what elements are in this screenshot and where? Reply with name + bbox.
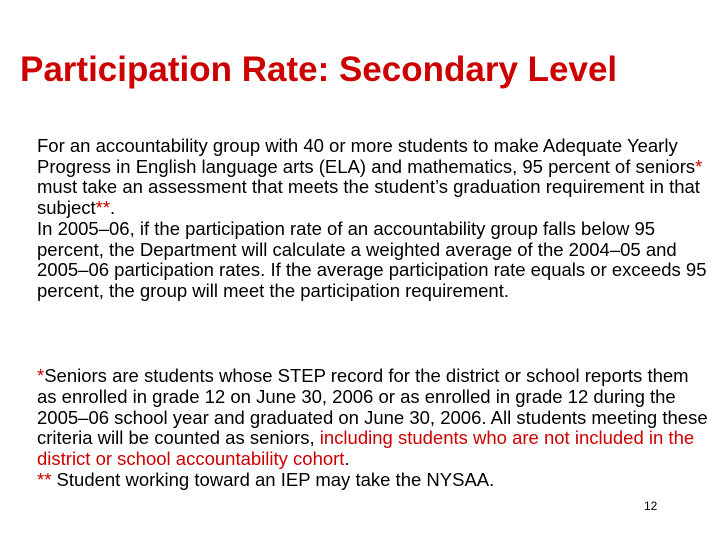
footnotes [37, 366, 709, 491]
footnote1-text-b: . [344, 448, 350, 470]
footnote-seniors-definition [37, 366, 709, 470]
main-body [37, 136, 707, 302]
slide-title: Participation Rate: Secondary Level [20, 50, 618, 89]
paragraph1-text-b: must take an assessment that meets the student’s graduation requirement in that subject [37, 176, 700, 219]
paragraph-seniors-assessment [37, 136, 707, 219]
asterisk-marker: * [695, 155, 703, 177]
double-asterisk-marker: ** [95, 197, 111, 219]
paragraph-weighted-average: In 2005–06, if the participation rate of an accountability group falls below 95 percent, the Department will calculate a weighted average of the 2004–05 and 2005–06 participation rates. If the average participation rate equals or exceeds 95 percent, the group will meet the participation requirement. [37, 217, 707, 301]
footnote-asterisk: * [37, 365, 45, 386]
footnote2-text: Student working toward an IEP may take the NYSAA. [51, 468, 495, 490]
paragraph1-text-c: . [110, 197, 116, 219]
paragraph1-text-a: For an accountability group with 40 or more students to make Adequate Yearly Progress in English language arts (ELA) and mathematics, 95 percent of seniors [37, 135, 696, 177]
page-number: 12 [644, 499, 658, 513]
footnote-nysaa [37, 470, 709, 491]
footnote1-highlight: including students who are not included in the district or school accountability cohort [37, 427, 695, 470]
footnote1-text-a: Seniors are students whose STEP record for the district or school reports them as enrolled in grade 12 on June 30, 2006 or as enrolled in grade 12 during the 2005–06 school year and graduated on June 30, 2006. All students meeting these criteria will be counted as seniors, [37, 365, 708, 449]
footnote-double-asterisk: ** [37, 468, 52, 490]
